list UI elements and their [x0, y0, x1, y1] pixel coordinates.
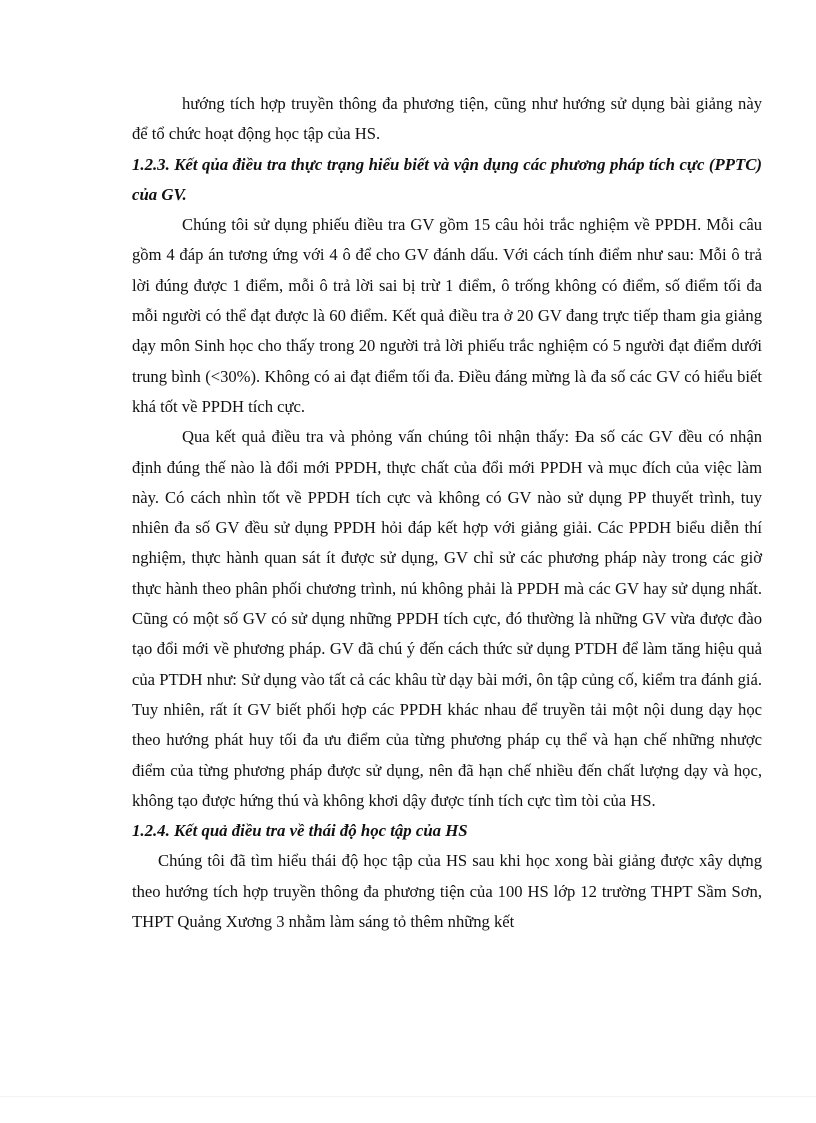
document-body [132, 89, 762, 937]
survey-paragraph: Chúng tôi sử dụng phiếu điều tra GV gồm 15 câu hỏi trắc nghiệm về PPDH. Mỗi câu gồm 4 đáp án tương ứng với 4 ô để cho GV đánh dấu. Với cách tính điểm như sau: Mỗi ô trả lời đúng được 1 điểm, mỗi ô trả lời sai bị trừ 1 điểm, ô trống không có điểm, số điểm tối đa mỗi người có thể đạt được là 60 điểm. Kết quả điều tra ở 20 GV đang trực tiếp tham gia giảng dạy môn Sinh học cho thấy trong 20 người trả lời phiếu trắc nghiệm có 5 người đạt điểm dưới trung bình (<30%). Không có ai đạt điểm tối đa. Điều đáng mừng là đa số các GV có hiểu biết khá tốt về PPDH tích cực. [132, 215, 762, 416]
intro-paragraph: hướng tích hợp truyền thông đa phương tiện, cũng như hướng sử dụng bài giảng này để tổ chức hoạt động học tập của HS. [132, 94, 762, 144]
section-heading-1-2-4: 1.2.4. Kết quả điều tra về thái độ học tập của HS [132, 821, 468, 841]
attitude-paragraph: Chúng tôi đã tìm hiểu thái độ học tập của HS sau khi học xong bài giảng được xây dựng theo hướng tích hợp truyền thông đa phương tiện của 100 HS lớp 12 trường THPT Sầm Sơn, THPT Quảng Xương 3 nhằm làm sáng tỏ thêm những kết [132, 851, 762, 932]
page-bottom-edge [0, 1096, 816, 1097]
results-paragraph: Qua kết quả điều tra và phỏng vấn chúng tôi nhận thấy: Đa số các GV đều có nhận định đúng thế nào là đổi mới PPDH, thực chất của đổi mới PPDH và mục đích của việc làm này. Có cách nhìn tốt về PPDH tích cực và không có GV nào sử dụng PP thuyết trình, tuy nhiên đa số GV đều sử dụng PPDH hỏi đáp kết hợp với giảng giải. Các PPDH biểu diễn thí nghiệm, thực hành quan sát ít được sử dụng, GV chỉ sử các phương pháp này trong các giờ thực hành theo phân phối chương trình, nú không phải là PPDH mà các GV hay sử dụng nhất. Cũng có một số GV có sử dụng những PPDH tích cực, đó thường là những GV vừa được đào tạo đổi mới về phương pháp. GV đã chú ý đến cách thức sử dụng PTDH để làm tăng hiệu quả của PTDH như: Sử dụng vào tất cả các khâu từ dạy bài mới, ôn tập củng cố, kiểm tra đánh giá. Tuy nhiên, rất ít GV biết phối hợp các PPDH khác nhau để truyền tải một nội dung dạy học theo hướng phát huy tối đa ưu điểm của từng phương pháp cụ thể và hạn chế những nhược điểm của từng phương pháp được sử dụng, nên đã hạn chế nhiều đến chất lượng dạy và học, không tạo được hứng thú và không khơi dậy được tính tích cực tìm tòi của HS. [132, 427, 762, 810]
section-heading-1-2-3: 1.2.3. Kết qủa điều tra thực trạng hiểu biết và vận dụng các phương pháp tích cực (PPTC) của GV. [132, 154, 762, 204]
